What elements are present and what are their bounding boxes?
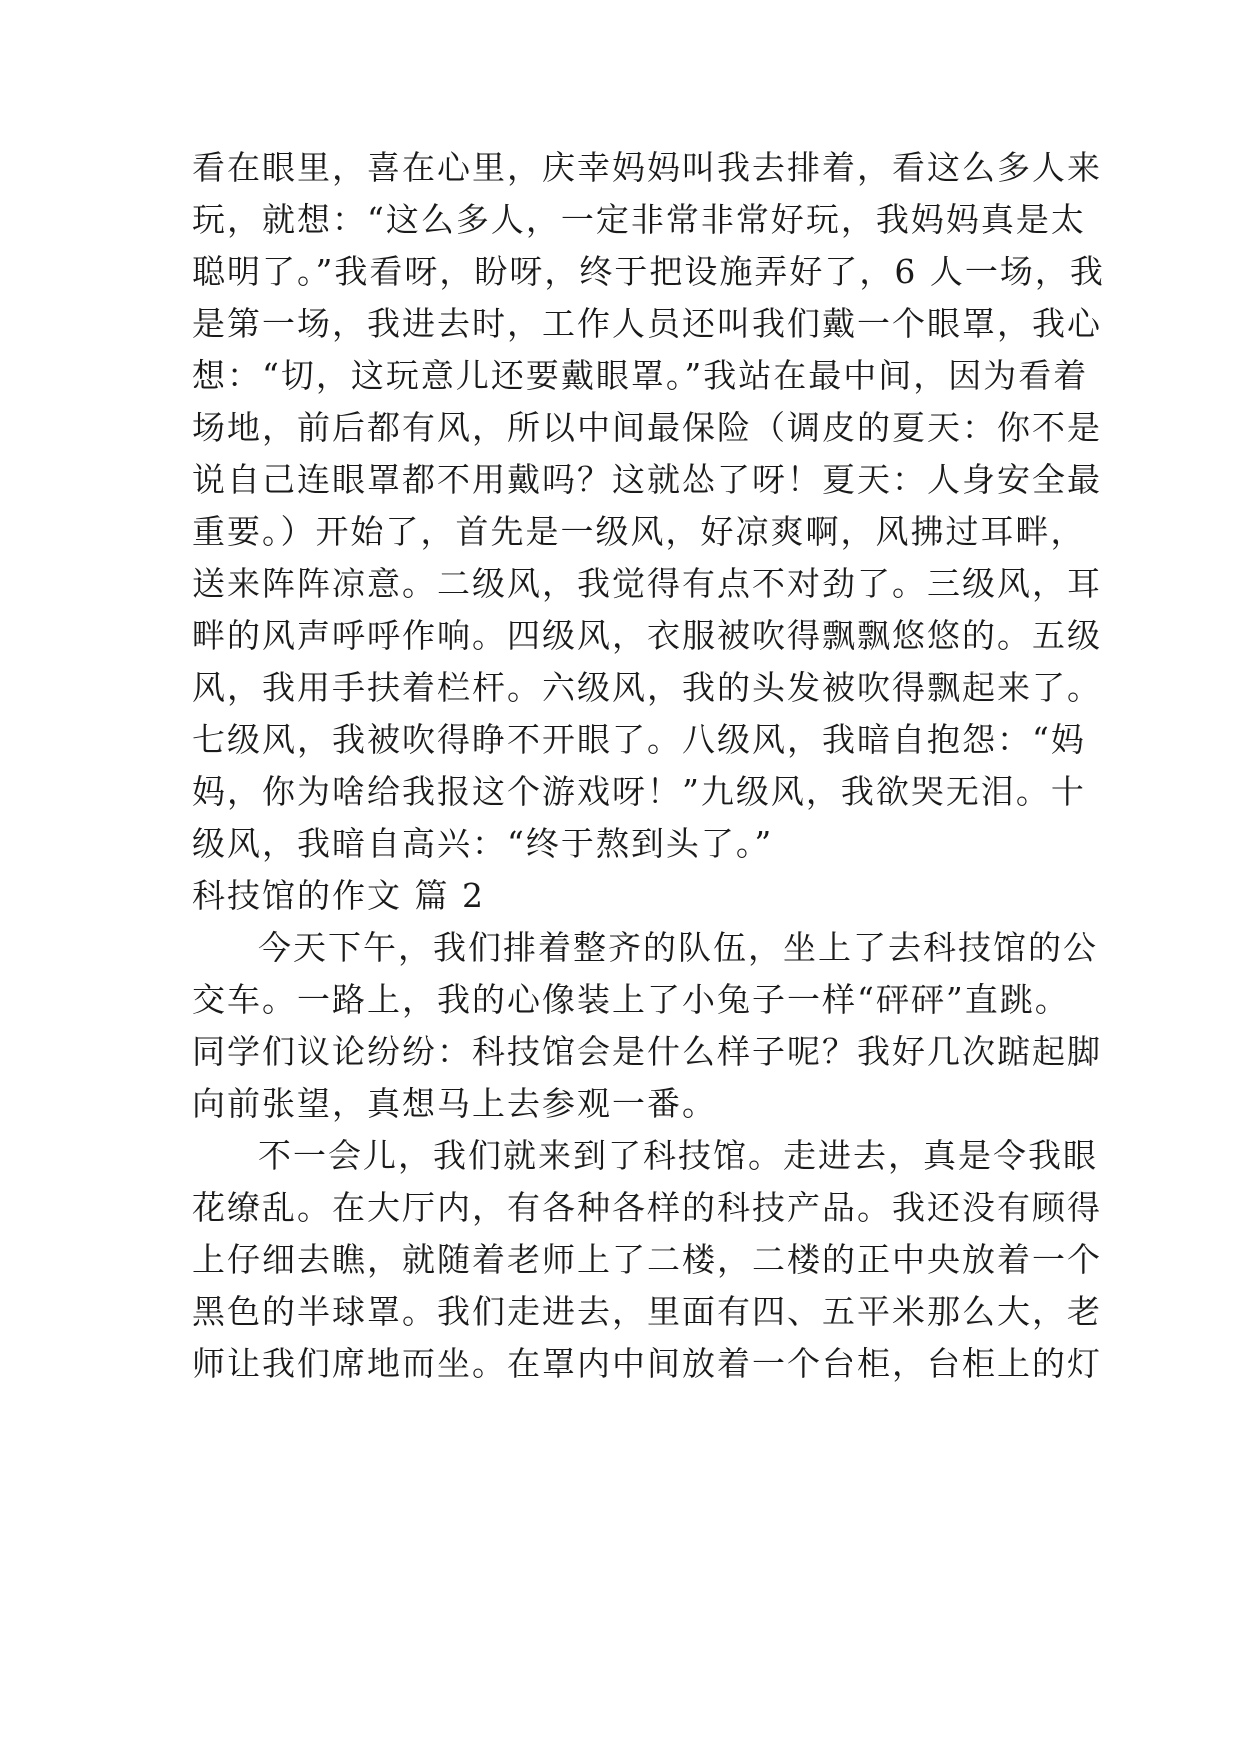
text-line: 想：“切，这玩意儿还要戴眼罩。”我站在最中间，因为看着 — [192, 356, 1089, 395]
text-line: 玩，就想：“这么多人，一定非常非常好玩，我妈妈真是太 — [192, 200, 1086, 239]
text-line: 黑色的半球罩。我们走进去，里面有四、五平米那么大，老 — [192, 1292, 1102, 1331]
text-line: 交车。一路上，我的心像装上了小兔子一样“砰砰”直跳。 — [192, 980, 1070, 1019]
text-line: 级风，我暗自高兴：“终于熬到头了。” — [192, 824, 774, 863]
text-line: 花缭乱。在大厅内，有各种各样的科技产品。我还没有顾得 — [192, 1188, 1102, 1227]
text-line: 师让我们席地而坐。在罩内中间放着一个台柜，台柜上的灯 — [192, 1344, 1102, 1383]
text-line: 七级风，我被吹得睁不开眼了。八级风，我暗自抱怨：“妈 — [192, 720, 1086, 759]
text-line: 今天下午，我们排着整齐的队伍，坐上了去科技馆的公 — [258, 928, 1098, 967]
text-line: 送来阵阵凉意。二级风，我觉得有点不对劲了。三级风，耳 — [192, 564, 1102, 603]
text-line: 聪明了。”我看呀，盼呀，终于把设施弄好了，6 人一场，我 — [192, 252, 1105, 291]
text-line: 场地，前后都有风，所以中间最保险（调皮的夏天：你不是 — [192, 408, 1102, 447]
text-line: 看在眼里，喜在心里，庆幸妈妈叫我去排着，看这么多人来 — [192, 148, 1102, 187]
text-line: 说自己连眼罩都不用戴吗？这就怂了呀！夏天：人身安全最 — [192, 460, 1102, 499]
text-line: 同学们议论纷纷：科技馆会是什么样子呢？我好几次踮起脚 — [192, 1032, 1102, 1071]
text-line: 畔的风声呼呼作响。四级风，衣服被吹得飘飘悠悠的。五级 — [192, 616, 1102, 655]
section-heading: 科技馆的作文 篇 2 — [192, 876, 485, 915]
text-line: 上仔细去瞧，就随着老师上了二楼，二楼的正中央放着一个 — [192, 1240, 1102, 1279]
text-line: 不一会儿，我们就来到了科技馆。走进去，真是令我眼 — [258, 1136, 1098, 1175]
text-line: 妈，你为啥给我报这个游戏呀！”九级风，我欲哭无泪。十 — [192, 772, 1086, 811]
text-line: 风，我用手扶着栏杆。六级风，我的头发被吹得飘起来了。 — [192, 668, 1102, 707]
text-line: 是第一场，我进去时，工作人员还叫我们戴一个眼罩，我心 — [192, 304, 1102, 343]
text-line: 向前张望，真想马上去参观一番。 — [192, 1084, 717, 1123]
text-line: 重要。）开始了，首先是一级风，好凉爽啊，风拂过耳畔， — [192, 512, 1086, 551]
